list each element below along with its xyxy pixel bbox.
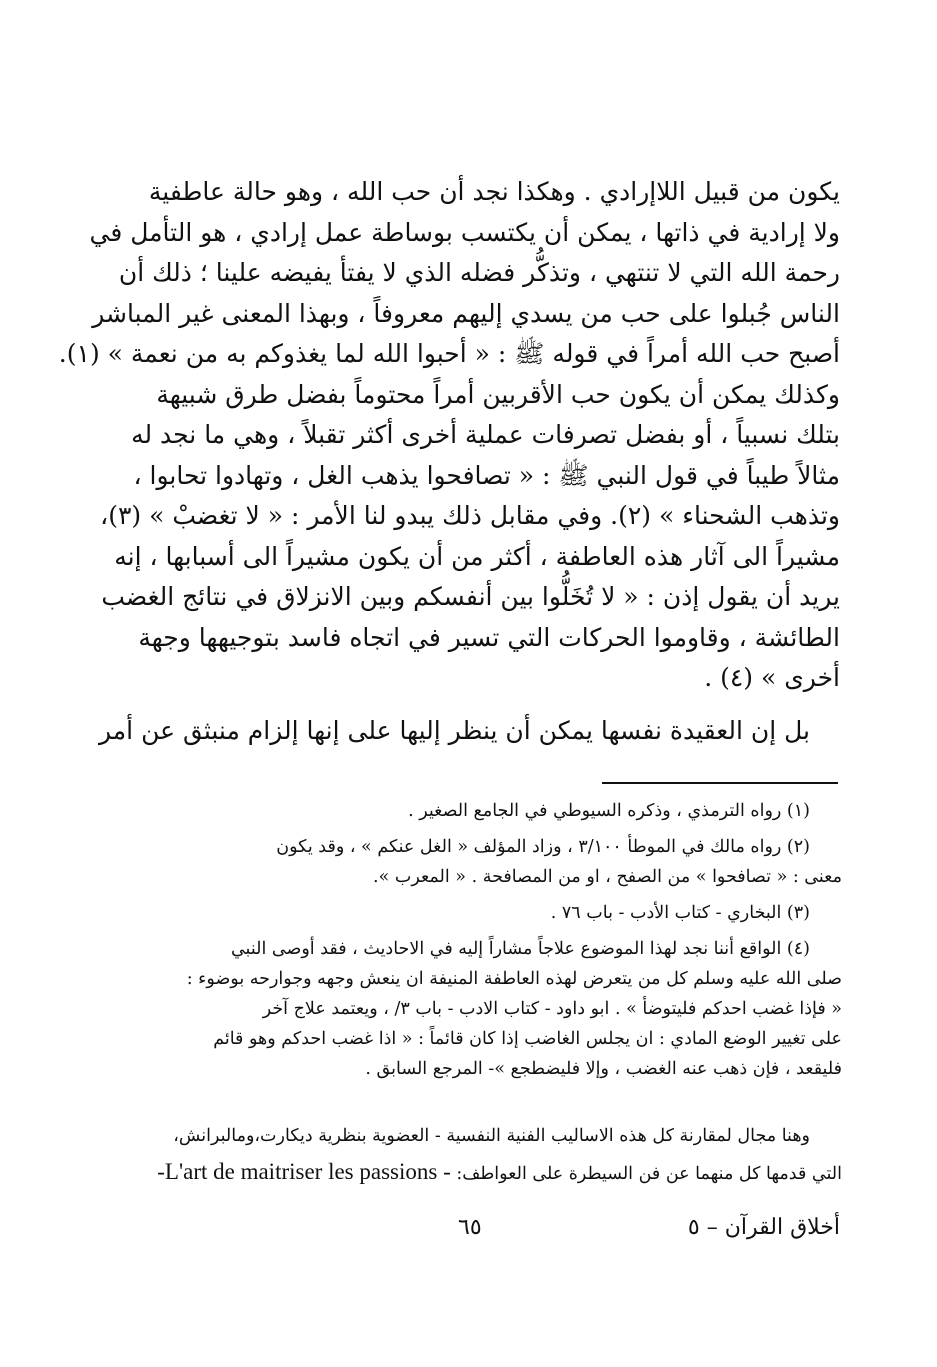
body-line: أخرى » (٤) . [704, 663, 840, 692]
footnote-line: على تغيير الوضع المادي : ان يجلس الغاضب إذا كان قائماً : « اذا غضب احدكم وهو قائم [213, 1029, 842, 1049]
body-line: يكون من قبيل اللاإرادي . وهكذا نجد أن حب الله ، وهو حالة عاطفية [148, 177, 840, 206]
footnote-line: « فإذا غضب احدكم فليتوضأ » . ابو داود - كتاب الادب - باب ٣/ ، ويعتمد علاج آخر [262, 999, 842, 1019]
french-title: -L'art de maitriser les passions - [157, 1159, 451, 1184]
footnote-line: صلى الله عليه وسلم كل من يتعرض لهذه العاطفة المنيفة ان ينعش وجهه وجوارحه بوضوء : [186, 969, 842, 989]
page-number: ٦٥ [458, 1215, 482, 1240]
closing-line: وهنا مجال لمقارنة كل هذه الاساليب الفنية النفسية - العضوية بنظرية ديكارت،ومالبرانش، [173, 1126, 810, 1146]
running-title: أخلاق القرآن – ٥ [687, 1215, 840, 1240]
footnote-3 [112, 898, 842, 928]
footnote-line: (١) رواه الترمذي ، وذكره السيوطي في الجامع الصغير . [408, 801, 810, 821]
footnote-4 [112, 934, 842, 1084]
body-line: مثالاً طيباً في قول النبي ﷺ : « تصافحوا يذهب الغل ، وتهادوا تحابوا ، [133, 460, 840, 490]
footnote-line: (٢) رواه مالك في الموطأ ٣/١٠٠ ، وزاد المؤلف « الغل عنكم » ، وقد يكون [276, 837, 810, 857]
main-paragraph [58, 172, 840, 699]
body-line: الطائشة ، وقاوموا الحركات التي تسير في اتجاه فاسد بتوجيهها وجهة [138, 622, 840, 652]
footnote-2 [112, 832, 842, 892]
footnote-divider [602, 782, 838, 784]
footnote-line: (٤) الواقع أننا نجد لهذا الموضوع علاجاً مشاراً إليه في الاحاديث ، فقد أوصى النبي [230, 939, 810, 959]
footnote-line: (٣) البخاري - كتاب الأدب - باب ٧٦ . [550, 903, 810, 923]
body-line: بتلك نسبياً ، أو بفضل تصرفات عملية أخرى أكثر تقبلاً ، وهي ما نجد له [131, 420, 840, 449]
page-footer [140, 1208, 840, 1248]
body-line: وكذلك يمكن أن يكون حب الأقربين أمراً محتوماً بفضل طرق شبيهة [156, 379, 840, 409]
closing-note [112, 1118, 842, 1192]
closing-line [112, 1154, 842, 1192]
body-line: الناس جُبلوا على حب من يسدي إليهم معروفاً ، وبهذا المعنى غير المباشر [92, 298, 840, 328]
next-paragraph-start: بل إن العقيدة نفسها يمكن أن ينظر إليها على إنها إلزام منبثق عن أمر [99, 716, 810, 745]
body-line: يريد أن يقول إذن : « لا تُخَلُّوا بين أنفسكم وبين الانزلاق في نتائج الغضب [101, 582, 840, 611]
body-line: أصبح حب الله أمراً في قوله ﷺ : « أحبوا الله لما يغذوكم به من نعمة » (١). [58, 339, 840, 368]
body-line: وتذهب الشحناء » (٢). وفي مقابل ذلك يبدو لنا الأمر : « لا تغضبْ » (٣)، [100, 501, 840, 530]
body-line: رحمة الله التي لا تنتهي ، وتذكُّر فضله الذي لا يفتأ يفيضه علينا ؛ ذلك أن [118, 258, 840, 287]
footnote-1 [112, 796, 842, 826]
footnote-line: فليقعد ، فإن ذهب عنه الغضب ، وإلا فليضطجع »- المرجع السابق . [365, 1059, 842, 1079]
body-line: ولا إرادية في ذاتها ، يمكن أن يكتسب بوساطة عمل إرادي ، هو التأمل في [89, 217, 840, 247]
body-line: مشيراً الى آثار هذه العاطفة ، أكثر من أن يكون مشيراً الى أسبابها ، إنه [114, 541, 840, 571]
closing-arabic-text: التي قدمها كل منهما عن فن السيطرة على العواطف: [456, 1164, 842, 1184]
footnote-line: معنى : « تصافحوا » من الصفح ، او من المصافحة . « المعرب ». [373, 867, 842, 887]
footnotes [112, 796, 842, 1090]
